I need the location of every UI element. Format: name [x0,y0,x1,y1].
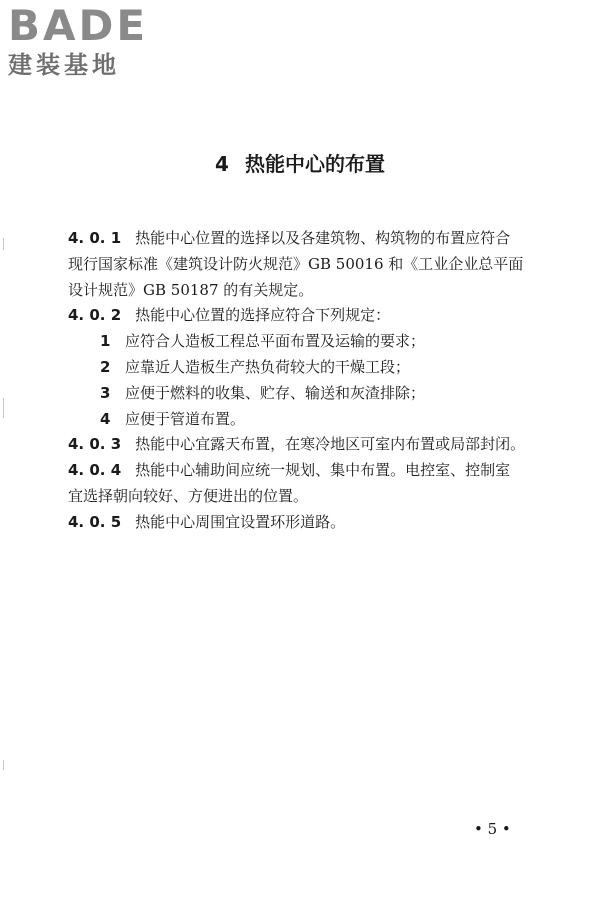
line-text: 热能中心位置的选择应符合下列规定： [135,306,391,325]
line-text: 现行国家标准《建筑设计防火规范》GB 50016 和《工业企业总平面 [68,254,524,273]
section-title [0,148,600,177]
text-line [68,303,530,329]
text-line [68,252,530,278]
text-line [68,226,530,252]
line-text: 热能中心周围宜设置环形道路。 [135,512,346,531]
text-line [68,510,530,536]
bade-logo [8,1,178,80]
item-text: 应符合人造板工程总平面布置及运输的要求； [125,332,426,351]
clause-number: 4. 0. 4 [68,461,122,480]
scan-edge-mark [3,238,4,250]
line-text: 热能中心辅助间应统一规划、集中布置。电控室、控制室 [135,461,511,480]
clause-number: 4. 0. 1 [68,229,122,247]
page-number: • 5 • [474,820,511,838]
clause-number: 4. 0. 2 [68,306,122,325]
list-item [68,355,530,381]
section-title-text: 热能中心的布置 [244,152,385,176]
scan-edge-mark [3,760,4,770]
item-text: 应靠近人造板生产热负荷较大的干燥工段； [125,357,411,376]
scan-edge-mark [3,398,4,418]
line-text: 热能中心位置的选择以及各建筑物、构筑物的布置应符合 [135,229,511,247]
item-text: 应便于燃料的收集、贮存、输送和灰渣排除； [125,383,426,402]
clause-body [68,226,530,536]
clause-number: 4. 0. 5 [68,512,122,531]
list-item [68,381,530,407]
line-text: 热能中心宜露天布置，在寒冷地区可室内布置或局部封闭。 [135,435,526,454]
list-item [68,329,530,355]
item-number: 1 [100,332,111,351]
text-line [68,278,530,304]
line-text: 宜选择朝向较好、方便进出的位置。 [68,486,309,505]
text-line [68,458,530,484]
logo-text-cn: 建装基地 [8,51,120,79]
line-text: 设计规范》GB 50187 的有关规定。 [68,280,314,299]
text-line [68,432,530,458]
item-number: 2 [100,357,111,376]
item-text: 应便于管道布置。 [125,409,246,428]
item-number: 4 [100,409,111,428]
clause-number: 4. 0. 3 [68,435,122,454]
list-item [68,407,530,433]
logo-text-en: BADE [8,1,149,50]
section-number: 4 [215,152,229,176]
text-line [68,484,530,510]
item-number: 3 [100,383,111,402]
